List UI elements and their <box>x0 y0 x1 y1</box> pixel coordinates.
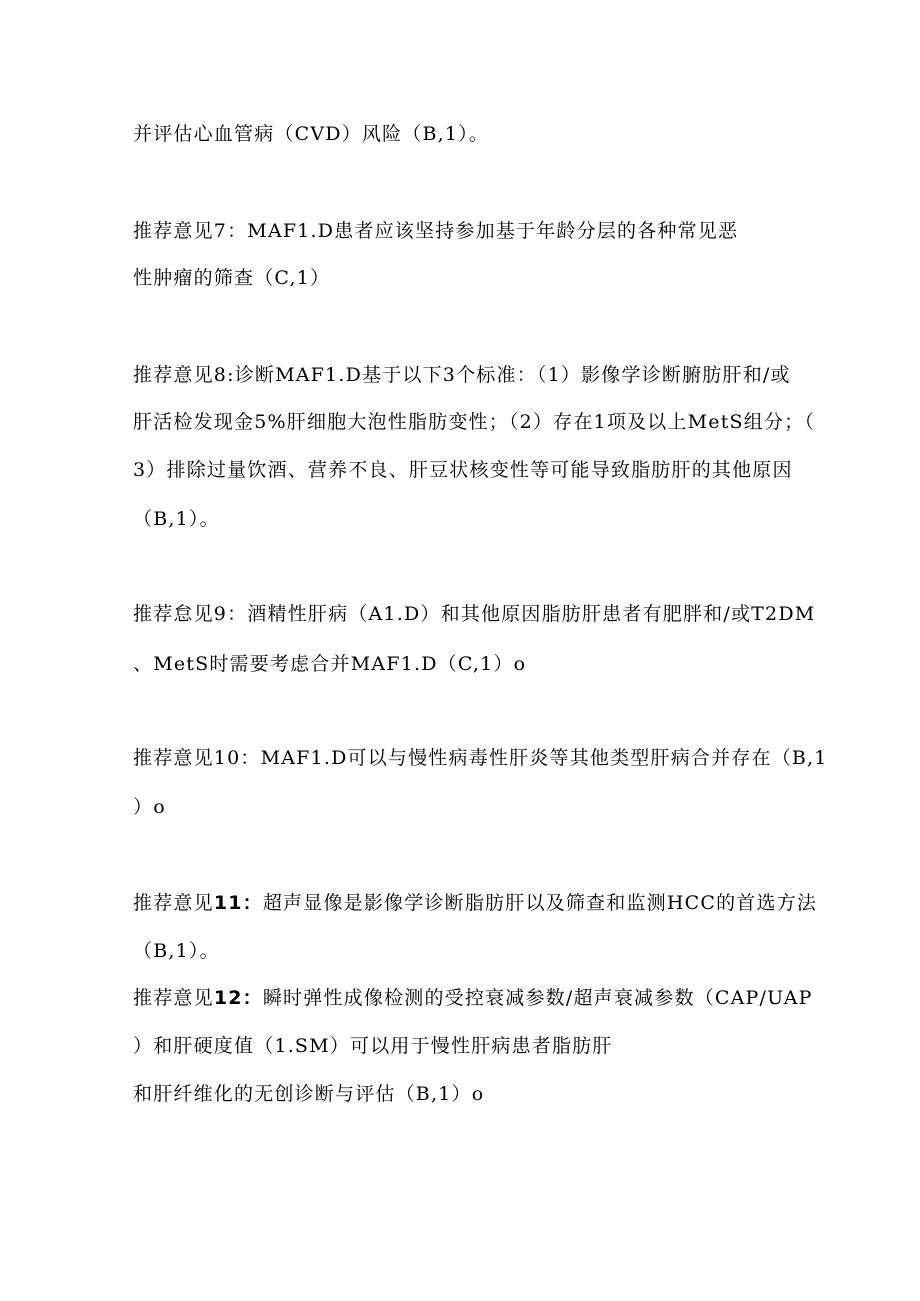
recommendation-11-line-2: （B,1）。 <box>133 940 220 962</box>
recommendation-12-text: 瞬时弹性成像检测的受控衰减参数/超声衰减参数（CAP/UAP <box>262 987 813 1009</box>
recommendation-10-line-2: ）o <box>133 796 166 818</box>
text-line: 并评估心血管病（CVD）风险（B,1）。 <box>133 123 490 145</box>
recommendation-12-line-1 <box>133 985 813 1011</box>
recommendation-10-line-1: 推荐意见10：MAF1.D可以与慢性病毒性肝炎等其他类型肝病合并存在（B,1 <box>133 747 828 769</box>
recommendation-12-prefix: 推荐意见 <box>133 987 214 1009</box>
recommendation-12-line-2: ）和肝硬度值（1.SM）可以用于慢性肝病患者脂肪肝 <box>133 1035 613 1057</box>
recommendation-8-line-2: 肝活检发现金5%肝细胞大泡性脂肪变性；（2）存在1项及以上MetS组分；（ <box>133 411 816 433</box>
recommendation-11-line-1 <box>133 890 817 916</box>
recommendation-8-line-4: （B,1）。 <box>133 508 220 530</box>
recommendation-11-prefix: 推荐意见 <box>133 892 214 914</box>
recommendation-8-line-3: 3）排除过量饮酒、营养不良、肝豆状核变性等可能导致脂肪肝的其他原因 <box>133 459 793 481</box>
recommendation-8-line-1: 推荐意见8:诊断MAF1.D基于以下3个标准：（1）影像学诊断腑肪肝和/或 <box>133 364 791 386</box>
recommendation-11-text: 超声显像是影像学诊断脂肪肝以及筛查和监测HCC的首选方法 <box>262 892 818 914</box>
recommendation-11-number: 11： <box>213 892 263 914</box>
recommendation-9-line-1: 推荐怠见9：酒精性肝病（A1.D）和其他原因脂肪肝患者有肥胖和/或T2DM <box>133 603 816 625</box>
recommendation-7-line-2: 性肿瘤的筛查（C,1） <box>133 267 331 289</box>
recommendation-7-line-1: 推荐意见7：MAF1.D患者应该坚持参加基于年龄分层的各种常见恶 <box>133 220 739 242</box>
recommendation-12-number: 12： <box>213 987 263 1009</box>
recommendation-12-line-3: 和肝纤维化的无创诊断与评估（B,1）o <box>133 1083 485 1105</box>
recommendation-9-line-2: 、MetS时需要考虑合并MAF1.D（C,1）o <box>133 653 527 675</box>
